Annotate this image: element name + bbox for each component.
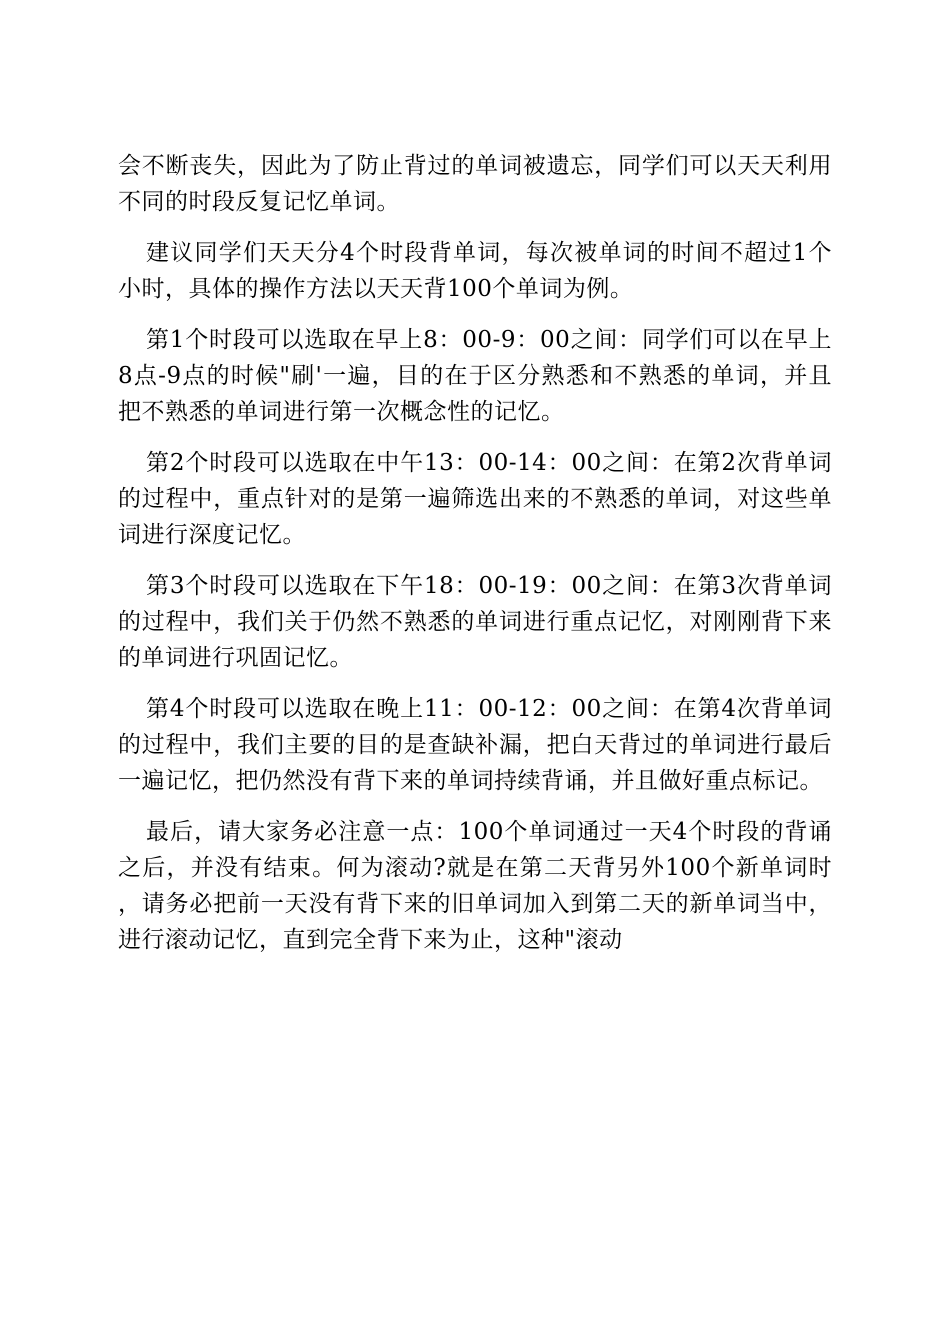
paragraph-3: 第1个时段可以选取在早上8：00-9：00之间：同学们可以在早上8点-9点的时候"刷'一遍，目的在于区分熟悉和不熟悉的单词，并且把不熟悉的单词进行第一次概念性的记忆。 — [118, 327, 832, 425]
paragraph-5: 第3个时段可以选取在下午18：00-19：00之间：在第3次背单词的过程中，我们关于仍然不熟悉的单词进行重点记忆，对刚刚背下来的单词进行巩固记忆。 — [118, 573, 832, 671]
paragraph-2: 建议同学们天天分4个时段背单词，每次被单词的时间不超过1个小时，具体的操作方法以天天背100个单词为例。 — [118, 240, 832, 302]
paragraph-7: 最后，请大家务必注意一点：100个单词通过一天4个时段的背诵之后，并没有结束。何为滚动?就是在第二天背另外100个新单词时，请务必把前一天没有背下来的旧单词加入到第二天的新单词当中，进行滚动记忆，直到完全背下来为止，这种"滚动 — [118, 819, 832, 953]
paragraph-6: 第4个时段可以选取在晚上11：00-12：00之间：在第4次背单词的过程中，我们主要的目的是查缺补漏，把白天背过的单词进行最后一遍记忆，把仍然没有背下来的单词持续背诵，并且做好重点标记。 — [118, 696, 832, 794]
paragraph-4: 第2个时段可以选取在中午13：00-14：00之间：在第2次背单词的过程中，重点针对的是第一遍筛选出来的不熟悉的单词，对这些单词进行深度记忆。 — [118, 450, 832, 548]
document-body — [118, 148, 832, 973]
paragraph-1: 会不断丧失，因此为了防止背过的单词被遗忘，同学们可以天天利用不同的时段反复记忆单词。 — [118, 153, 832, 215]
